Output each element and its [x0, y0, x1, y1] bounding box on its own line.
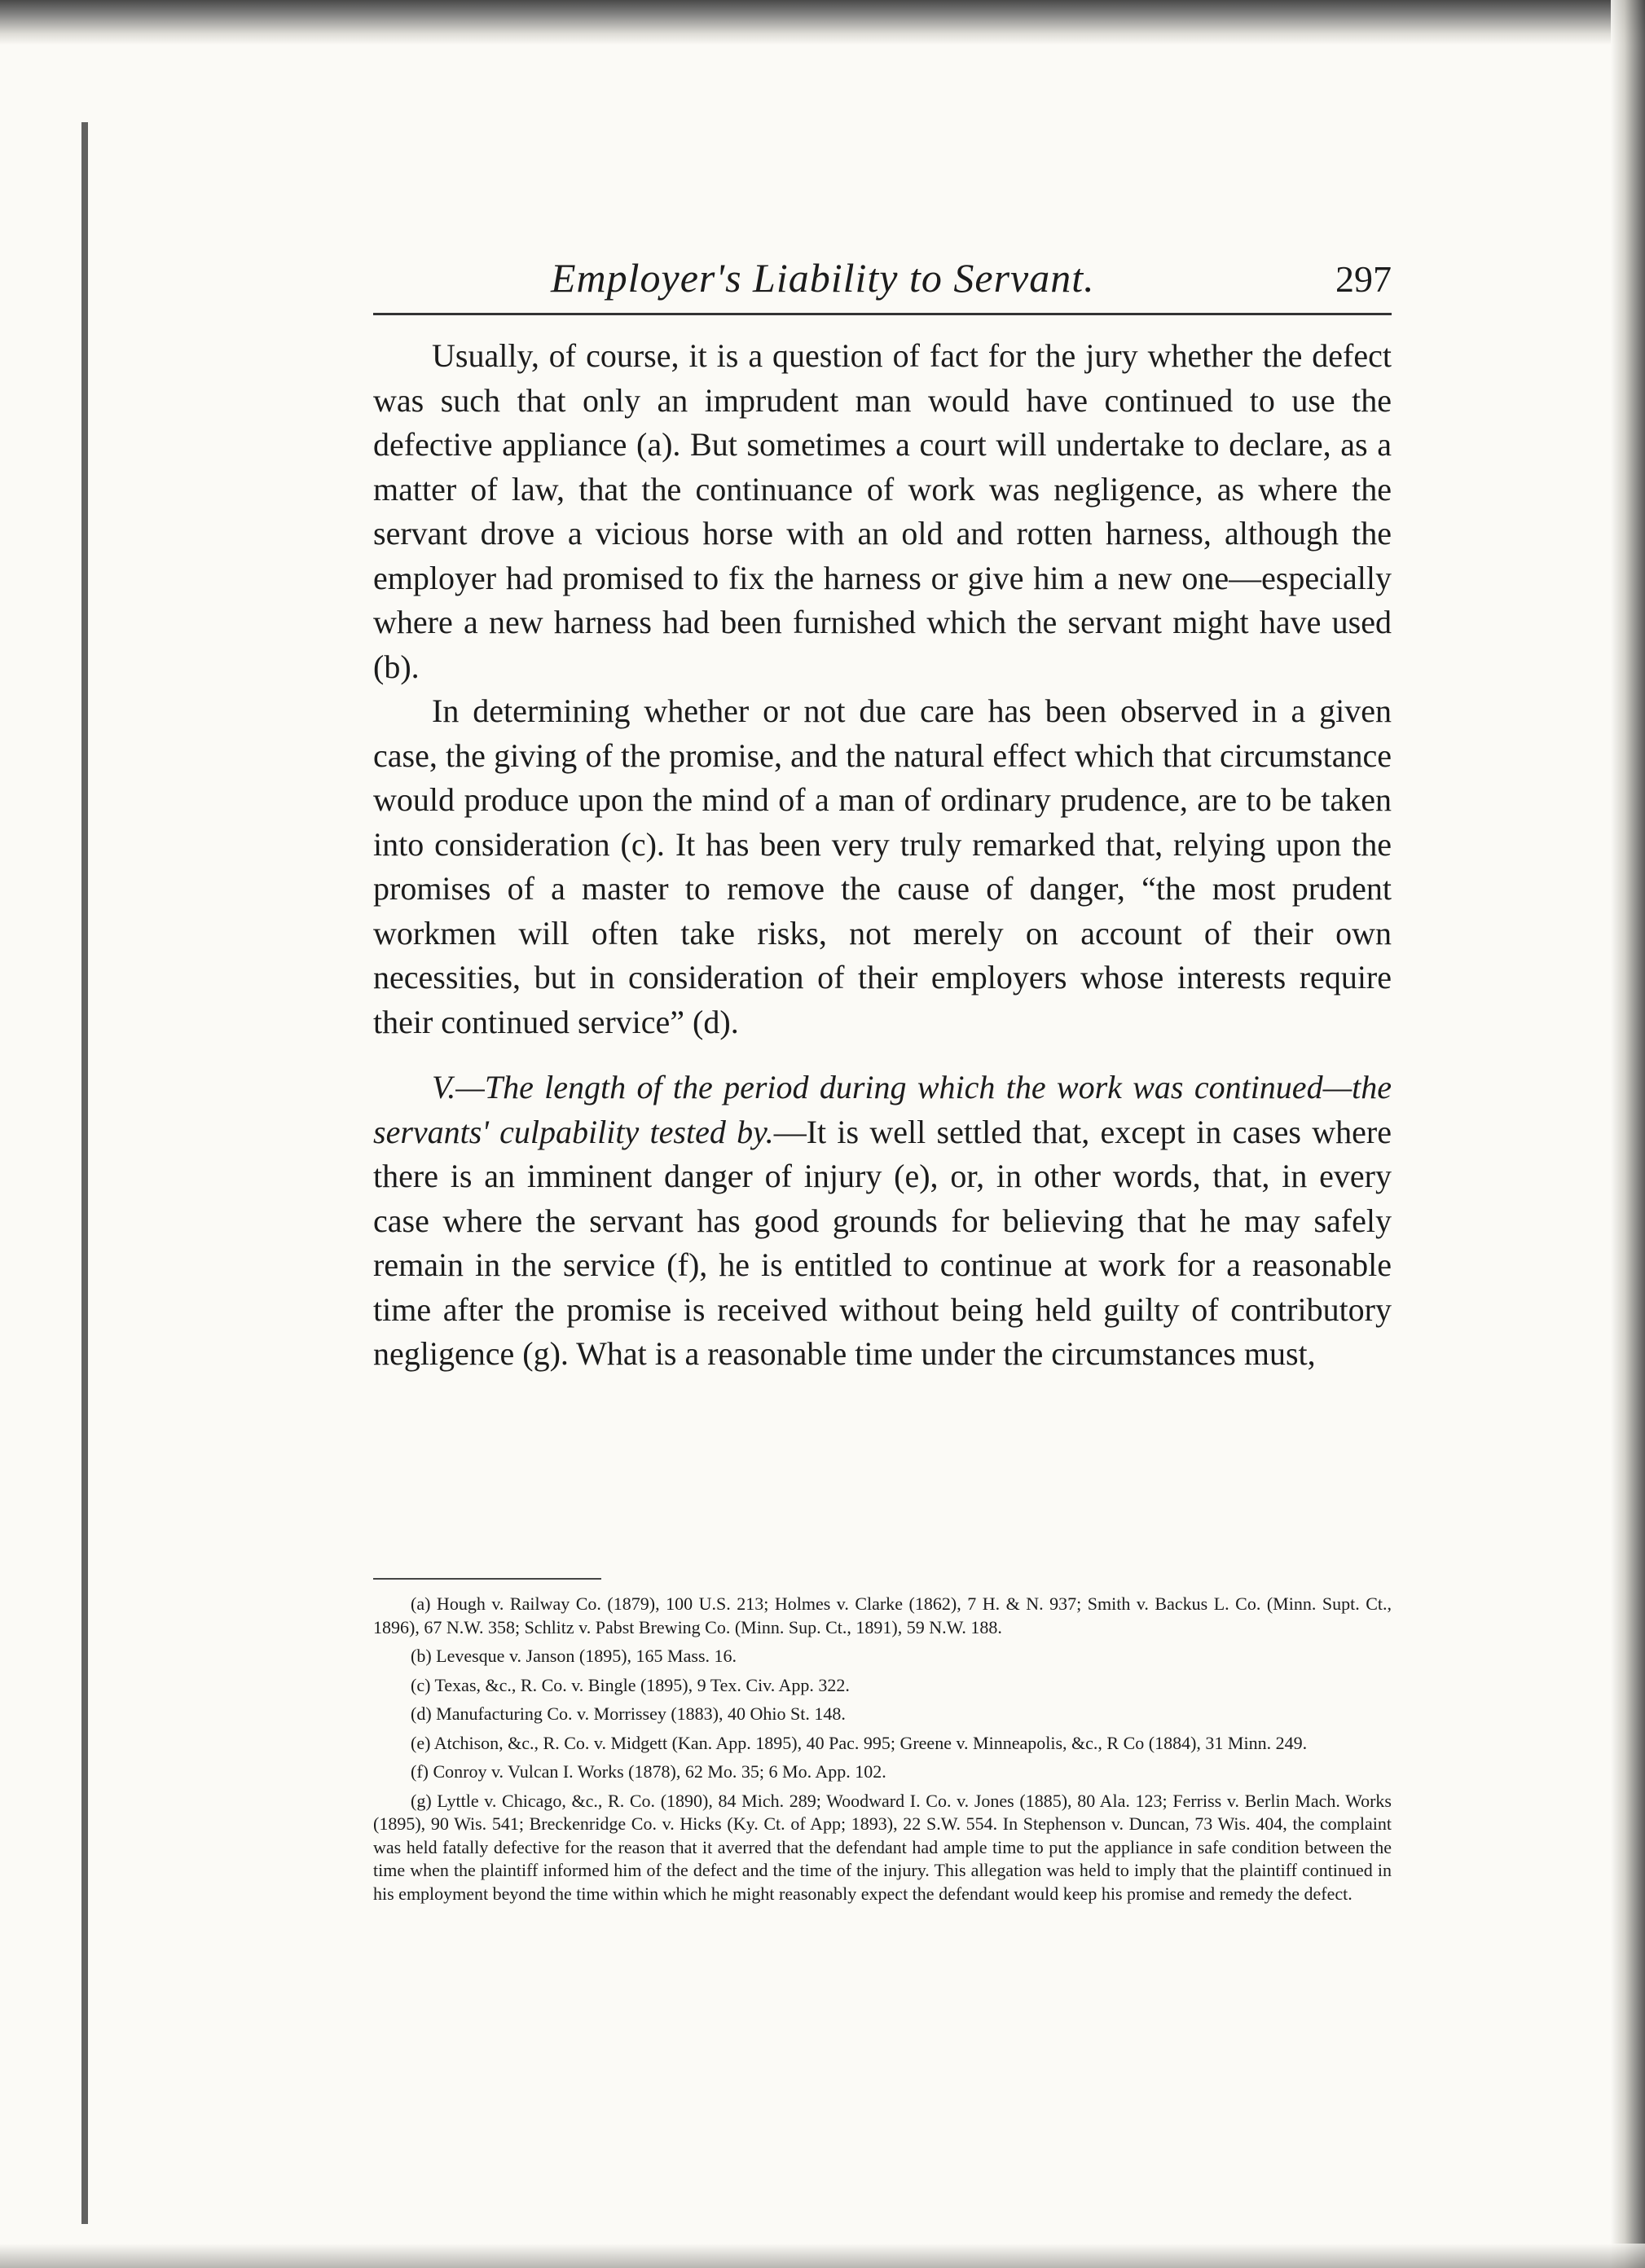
paragraph: Usually, of course, it is a question of fact for the jury whether the defect was such that only an imprudent man would have continued to use the defective appliance (a). But sometimes a court will undertake to declare, as a matter of law, that the continuance of work was negligence, as where the servant drove a vicious horse with an old and rotten harness, although the employer had promised to fix the harness or give him a new one—especially where a new harness had been furnished which the servant might have used (b).	[373, 337, 1392, 685]
body-text	[373, 334, 1392, 1377]
running-title: Employer's Liability to Servant.	[551, 255, 1095, 301]
footnote: (a) Hough v. Railway Co. (1879), 100 U.S. 213; Holmes v. Clarke (1862), 7 H. & N. 937; Smith v. Backus L. Co. (Minn. Supt. Ct., 1896), 67 N.W. 358; Schlitz v. Pabst Brewing Co. (Minn. Sup. Ct., 1891), 59 N.W. 188.	[373, 1593, 1392, 1637]
scan-binding-edge	[81, 122, 88, 2224]
scan-edge-top	[0, 0, 1645, 45]
footnote: (b) Levesque v. Janson (1895), 165 Mass. 16.	[411, 1646, 737, 1666]
header-rule	[373, 313, 1392, 315]
footnote: (c) Texas, &c., R. Co. v. Bingle (1895), 9 Tex. Civ. App. 322.	[411, 1674, 850, 1695]
footnote-rule	[373, 1578, 601, 1580]
footnotes	[373, 1593, 1392, 1911]
scan-edge-right	[1611, 0, 1645, 2268]
footnote: (g) Lyttle v. Chicago, &c., R. Co. (1890), 84 Mich. 289; Woodward I. Co. v. Jones (1885), 80 Ala. 123; Ferriss v. Berlin Mach. Works (1895), 90 Wis. 541; Breckenridge Co. v. Hicks (Ky. Ct. of App; 1893), 22 S.W. 554. In Stephenson v. Duncan, 73 Wis. 404, the complaint was held fatally defective for the reason that it averred that the defendant had ample time to put the appliance in safe condition between the time when the plaintiff informed him of the defect and the time of the injury. This allegation was held to imply that the plaintiff continued in his employment beyond the time within which he might reasonably expect the defendant would keep his promise and remedy the defect.	[373, 1790, 1392, 1904]
page-header	[373, 254, 1392, 311]
section-paragraph	[373, 1066, 1392, 1377]
section-heading: V.—The length of the period during which the work was continued—the servants' culpability tested by.	[373, 1069, 1392, 1150]
scan-edge-bottom	[0, 2244, 1645, 2268]
page-number: 297	[1335, 258, 1392, 300]
section-text: —It is well settled that, except in cases where there is an imminent danger of injury (e), or, in other words, that, in every case where the servant has good grounds for believing that he may safely remain in the service (f), he is entitled to continue at work for a reasonable time after the promise is received without being held guilty of contributory negligence (g). What is a reasonable time under the circumstances must,	[373, 1113, 1392, 1372]
footnote: (e) Atchison, &c., R. Co. v. Midgett (Kan. App. 1895), 40 Pac. 995; Greene v. Minneapolis, &c., R Co (1884), 31 Minn. 249.	[411, 1732, 1308, 1753]
paragraph: In determining whether or not due care has been observed in a given case, the giving of the promise, and the natural effect which that circumstance would produce upon the mind of a man of ordinary prudence, are to be taken into consideration (c). It has been very truly remarked that, relying upon the promises of a master to remove the cause of danger, “the most prudent workmen will often take risks, not merely on account of their own necessities, but in consideration of their employers whose interests require their continued service” (d).	[373, 692, 1392, 1040]
footnote: (d) Manufacturing Co. v. Morrissey (1883), 40 Ohio St. 148.	[411, 1703, 846, 1724]
footnote: (f) Conroy v. Vulcan I. Works (1878), 62 Mo. 35; 6 Mo. App. 102.	[411, 1761, 886, 1782]
